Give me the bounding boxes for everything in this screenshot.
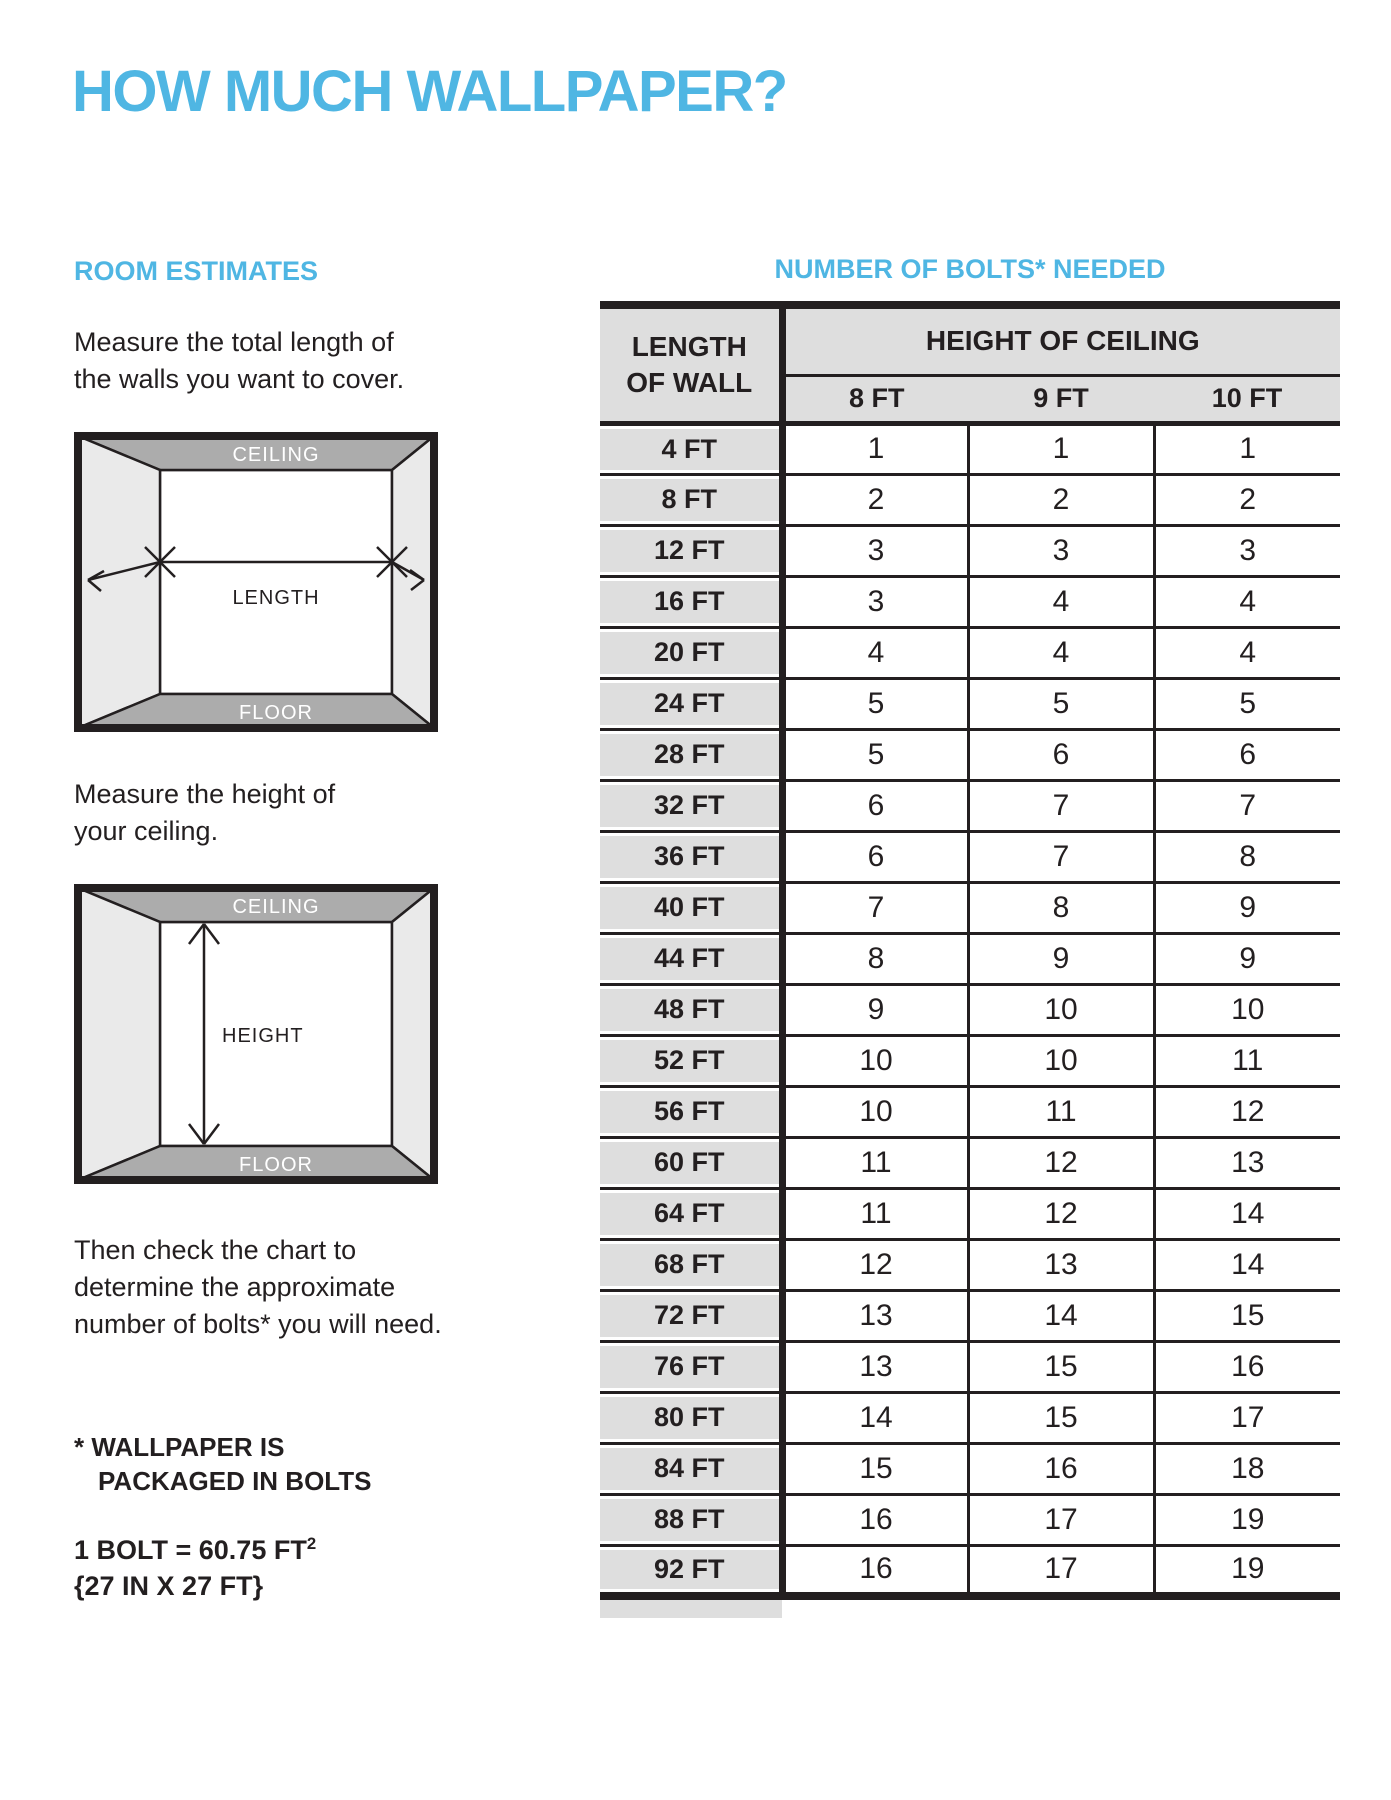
floor-label: FLOOR xyxy=(239,1154,313,1176)
bolt-count-cell: 1 xyxy=(1154,423,1340,474)
table-row xyxy=(600,627,1340,678)
bolt-count-cell: 10 xyxy=(968,1035,1154,1086)
bolts-footnote xyxy=(74,1430,371,1498)
bolt-count-cell: 12 xyxy=(968,1137,1154,1188)
table-row xyxy=(600,1188,1340,1239)
bolt-count-cell: 7 xyxy=(782,882,968,933)
table-row xyxy=(600,1035,1340,1086)
bolt-count-cell: 11 xyxy=(968,1086,1154,1137)
bolt-count-cell: 9 xyxy=(1154,933,1340,984)
table-row xyxy=(600,1086,1340,1137)
bolt-count-cell: 5 xyxy=(782,678,968,729)
bolt-count-cell: 9 xyxy=(968,933,1154,984)
bolts-table-body xyxy=(600,423,1340,1596)
table-row xyxy=(600,933,1340,984)
bolt-count-cell: 1 xyxy=(782,423,968,474)
bolt-count-cell: 14 xyxy=(1154,1239,1340,1290)
wall-length-cell: 60 FT xyxy=(600,1137,782,1188)
col-10ft-header: 10 FT xyxy=(1154,375,1340,423)
bolt-count-cell: 11 xyxy=(782,1137,968,1188)
text-line: your ceiling. xyxy=(74,816,219,846)
text-line: PACKAGED IN BOLTS xyxy=(98,1466,372,1496)
wall-length-cell: 68 FT xyxy=(600,1239,782,1290)
header-line: OF WALL xyxy=(626,366,753,398)
wall-length-cell: 44 FT xyxy=(600,933,782,984)
wall-length-cell: 84 FT xyxy=(600,1443,782,1494)
bolt-count-cell: 2 xyxy=(968,474,1154,525)
col-8ft-header: 8 FT xyxy=(782,375,968,423)
text-line: Measure the total length of xyxy=(74,327,394,357)
bolt-count-cell: 13 xyxy=(782,1341,968,1392)
bolt-count-cell: 6 xyxy=(782,831,968,882)
table-row xyxy=(600,1443,1340,1494)
text-line: number of bolts* you will need. xyxy=(74,1309,442,1339)
table-row xyxy=(600,423,1340,474)
bolt-count-cell: 12 xyxy=(782,1239,968,1290)
table-row xyxy=(600,678,1340,729)
wall-length-cell: 80 FT xyxy=(600,1392,782,1443)
floor-label: FLOOR xyxy=(239,702,313,724)
wall-length-cell: 32 FT xyxy=(600,780,782,831)
bolt-count-cell: 6 xyxy=(968,729,1154,780)
wall-length-cell: 24 FT xyxy=(600,678,782,729)
bolt-count-cell: 15 xyxy=(968,1341,1154,1392)
length-label: LENGTH xyxy=(232,587,320,609)
bolt-count-cell: 7 xyxy=(1154,780,1340,831)
bolt-count-cell: 6 xyxy=(1154,729,1340,780)
superscript-2: 2 xyxy=(306,1534,317,1553)
bolt-count-cell: 4 xyxy=(968,627,1154,678)
wall-length-cell: 40 FT xyxy=(600,882,782,933)
bolt-count-cell: 16 xyxy=(782,1494,968,1545)
bolt-count-cell: 10 xyxy=(782,1035,968,1086)
table-row xyxy=(600,1494,1340,1545)
bolt-count-cell: 16 xyxy=(968,1443,1154,1494)
text-line: * WALLPAPER IS xyxy=(74,1432,285,1462)
wall-length-cell: 4 FT xyxy=(600,423,782,474)
table-row xyxy=(600,1290,1340,1341)
bolt-count-cell: 15 xyxy=(1154,1290,1340,1341)
col-9ft-header: 9 FT xyxy=(968,375,1154,423)
table-row xyxy=(600,729,1340,780)
page-title: HOW MUCH WALLPAPER? xyxy=(72,59,787,124)
bolt-count-cell: 11 xyxy=(1154,1035,1340,1086)
bolt-count-cell: 13 xyxy=(1154,1137,1340,1188)
bolt-count-cell: 5 xyxy=(1154,678,1340,729)
bolt-count-cell: 15 xyxy=(782,1443,968,1494)
bolts-table-section xyxy=(600,254,1340,1618)
wall-length-cell: 16 FT xyxy=(600,576,782,627)
check-chart-text xyxy=(74,1232,442,1343)
text-line: Measure the height of xyxy=(74,779,336,809)
wall-length-cell: 56 FT xyxy=(600,1086,782,1137)
bolt-count-cell: 8 xyxy=(782,933,968,984)
table-row xyxy=(600,882,1340,933)
bolt-count-cell: 8 xyxy=(968,882,1154,933)
table-row xyxy=(600,1545,1340,1596)
height-label: HEIGHT xyxy=(222,1025,304,1047)
bolt-count-cell: 10 xyxy=(968,984,1154,1035)
back-wall xyxy=(160,470,392,694)
length-room-diagram-svg xyxy=(74,432,438,732)
header-line: LENGTH xyxy=(631,330,747,362)
measure-length-text xyxy=(74,324,404,398)
wall-length-cell: 28 FT xyxy=(600,729,782,780)
table-row xyxy=(600,1341,1340,1392)
bolt-count-cell: 16 xyxy=(1154,1341,1340,1392)
bolt-count-cell: 12 xyxy=(968,1188,1154,1239)
bolt-count-cell: 6 xyxy=(782,780,968,831)
table-row xyxy=(600,1392,1340,1443)
bolt-count-cell: 1 xyxy=(968,423,1154,474)
bolt-count-cell: 16 xyxy=(782,1545,968,1596)
bolt-count-cell: 12 xyxy=(1154,1086,1340,1137)
bolt-count-cell: 9 xyxy=(1154,882,1340,933)
bolts-table-heading: NUMBER OF BOLTS* NEEDED xyxy=(774,254,1166,284)
bolt-count-cell: 5 xyxy=(782,729,968,780)
bolt-count-cell: 3 xyxy=(782,525,968,576)
room-estimates-heading: ROOM ESTIMATES xyxy=(74,256,319,286)
height-room-diagram-svg xyxy=(74,884,438,1184)
bolt-count-cell: 18 xyxy=(1154,1443,1340,1494)
right-wall-panel xyxy=(392,436,434,728)
bolt-count-cell: 14 xyxy=(968,1290,1154,1341)
table-row xyxy=(600,984,1340,1035)
table-row xyxy=(600,576,1340,627)
table-row xyxy=(600,474,1340,525)
bolt-count-cell: 4 xyxy=(782,627,968,678)
bolt-count-cell: 15 xyxy=(968,1392,1154,1443)
length-room-diagram xyxy=(74,432,438,732)
bolt-count-cell: 19 xyxy=(1154,1494,1340,1545)
table-row xyxy=(600,780,1340,831)
bolt-count-cell: 2 xyxy=(1154,474,1340,525)
wall-length-cell: 36 FT xyxy=(600,831,782,882)
bolt-count-cell: 7 xyxy=(968,831,1154,882)
wall-length-cell: 20 FT xyxy=(600,627,782,678)
wall-length-cell: 72 FT xyxy=(600,1290,782,1341)
height-of-ceiling-header: HEIGHT OF CEILING xyxy=(782,305,1340,375)
right-wall-panel xyxy=(392,888,434,1180)
table-row xyxy=(600,525,1340,576)
bolt-count-cell: 10 xyxy=(1154,984,1340,1035)
wall-length-cell: 48 FT xyxy=(600,984,782,1035)
bolt-count-cell: 2 xyxy=(782,474,968,525)
bolt-count-cell: 3 xyxy=(782,576,968,627)
text-line: 1 BOLT = 60.75 FT xyxy=(74,1535,307,1565)
bolt-count-cell: 19 xyxy=(1154,1545,1340,1596)
bolt-size-note xyxy=(74,1526,316,1604)
ceiling-label: CEILING xyxy=(232,444,320,466)
bolt-count-cell: 9 xyxy=(782,984,968,1035)
bolt-count-cell: 8 xyxy=(1154,831,1340,882)
bolt-count-cell: 4 xyxy=(1154,576,1340,627)
wall-length-cell: 76 FT xyxy=(600,1341,782,1392)
bolt-count-cell: 3 xyxy=(968,525,1154,576)
bolt-count-cell: 10 xyxy=(782,1086,968,1137)
table-header-row xyxy=(600,305,1340,375)
bolt-count-cell: 7 xyxy=(968,780,1154,831)
bolt-count-cell: 13 xyxy=(782,1290,968,1341)
text-line: {27 IN X 27 FT} xyxy=(74,1571,264,1601)
wall-length-cell: 52 FT xyxy=(600,1035,782,1086)
bolt-count-cell: 13 xyxy=(968,1239,1154,1290)
wall-length-cell: 92 FT xyxy=(600,1545,782,1596)
bolt-count-cell: 4 xyxy=(1154,627,1340,678)
table-row xyxy=(600,1137,1340,1188)
table-row xyxy=(600,1239,1340,1290)
table-footer-tab xyxy=(600,1600,782,1618)
wall-length-cell: 64 FT xyxy=(600,1188,782,1239)
bolt-count-cell: 11 xyxy=(782,1188,968,1239)
text-line: the walls you want to cover. xyxy=(74,364,405,394)
bolt-count-cell: 14 xyxy=(1154,1188,1340,1239)
ceiling-label: CEILING xyxy=(232,896,320,918)
height-room-diagram xyxy=(74,884,438,1184)
bolt-count-cell: 3 xyxy=(1154,525,1340,576)
left-wall-panel xyxy=(78,888,160,1180)
bolt-count-cell: 17 xyxy=(968,1494,1154,1545)
wall-length-cell: 12 FT xyxy=(600,525,782,576)
bolts-table xyxy=(600,301,1340,1600)
bolt-count-cell: 17 xyxy=(1154,1392,1340,1443)
bolt-count-cell: 4 xyxy=(968,576,1154,627)
measure-height-text xyxy=(74,776,335,850)
bolt-count-cell: 5 xyxy=(968,678,1154,729)
bolt-count-cell: 14 xyxy=(782,1392,968,1443)
wall-length-cell: 88 FT xyxy=(600,1494,782,1545)
bolt-count-cell: 17 xyxy=(968,1545,1154,1596)
text-line: Then check the chart to xyxy=(74,1235,357,1265)
text-line: determine the approximate xyxy=(74,1272,396,1302)
length-of-wall-header xyxy=(600,305,782,423)
wall-length-cell: 8 FT xyxy=(600,474,782,525)
table-row xyxy=(600,831,1340,882)
